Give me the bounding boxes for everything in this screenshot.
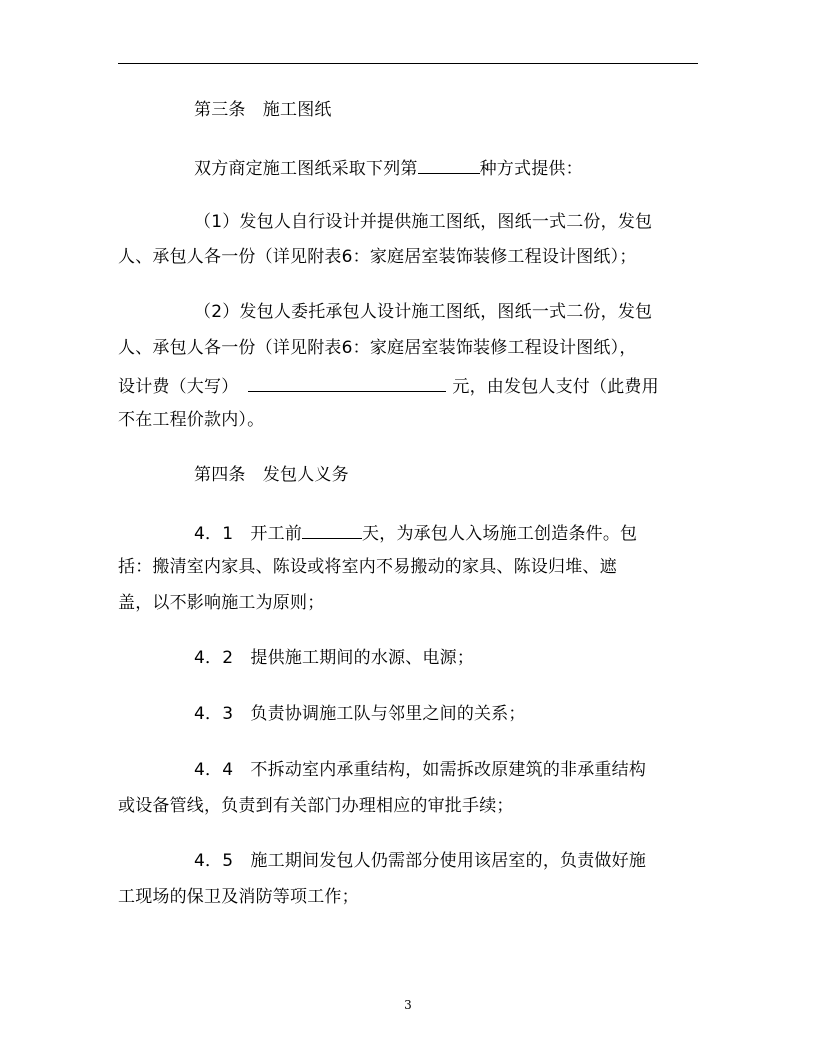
article-3-heading: 第三条 施工图纸 [194, 100, 332, 120]
clause-4-3: 4．3 负责协调施工队与邻里之间的关系； [194, 704, 526, 724]
design-fee-blank [248, 374, 446, 392]
option-1-line-1: （1）发包人自行设计并提供施工图纸，图纸一式二份，发包 [194, 212, 653, 232]
article-3-intro [194, 156, 583, 179]
design-fee-text-after: 元，由发包人支付（此费用 [452, 377, 659, 397]
option-1-line-2: 人、承包人各一份（详见附表6：家庭居室装饰装修工程设计图纸）； [118, 247, 637, 267]
clause-4-4-line-2: 或设备管线，负责到有关部门办理相应的审批手续； [118, 796, 514, 816]
clause-4-4-line-1: 4．4 不拆动室内承重结构，如需拆改原建筑的非承重结构 [194, 760, 647, 780]
clause-4-1-text-after: 天，为承包人入场施工创造条件。包 [362, 524, 638, 544]
days-before-start-blank [302, 521, 362, 539]
intro-text-before: 双方商定施工图纸采取下列第 [194, 159, 418, 179]
clause-4-5-line-1: 4．5 施工期间发包人仍需部分使用该居室的，负责做好施 [194, 851, 647, 871]
option-2-line-1: （2）发包人委托承包人设计施工图纸，图纸一式二份，发包 [194, 302, 653, 322]
intro-text-after: 种方式提供： [479, 159, 583, 179]
option-2-line-2: 人、承包人各一份（详见附表6：家庭居室装饰装修工程设计图纸）， [118, 338, 637, 358]
clause-4-5-line-2: 工现场的保卫及消防等项工作； [118, 887, 359, 907]
option-2-line-4: 不在工程价款内）。 [118, 410, 265, 430]
page-number: 3 [404, 998, 412, 1012]
article-4-heading: 第四条 发包人义务 [194, 465, 349, 485]
option-2-line-3 [118, 374, 659, 397]
clause-4-1-line-2: 括：搬清室内家具、陈设或将室内不易搬动的家具、陈设归堆、遮 [118, 557, 617, 577]
clause-4-1-text-before: 4．1 开工前 [194, 524, 303, 544]
method-number-blank [418, 156, 480, 174]
design-fee-label: 设计费（大写） [118, 377, 239, 397]
header-rule [118, 63, 698, 64]
clause-4-2: 4．2 提供施工期间的水源、电源； [194, 648, 475, 668]
clause-4-1-line-3: 盖，以不影响施工为原则； [118, 593, 325, 613]
clause-4-1-line-1 [194, 521, 637, 544]
